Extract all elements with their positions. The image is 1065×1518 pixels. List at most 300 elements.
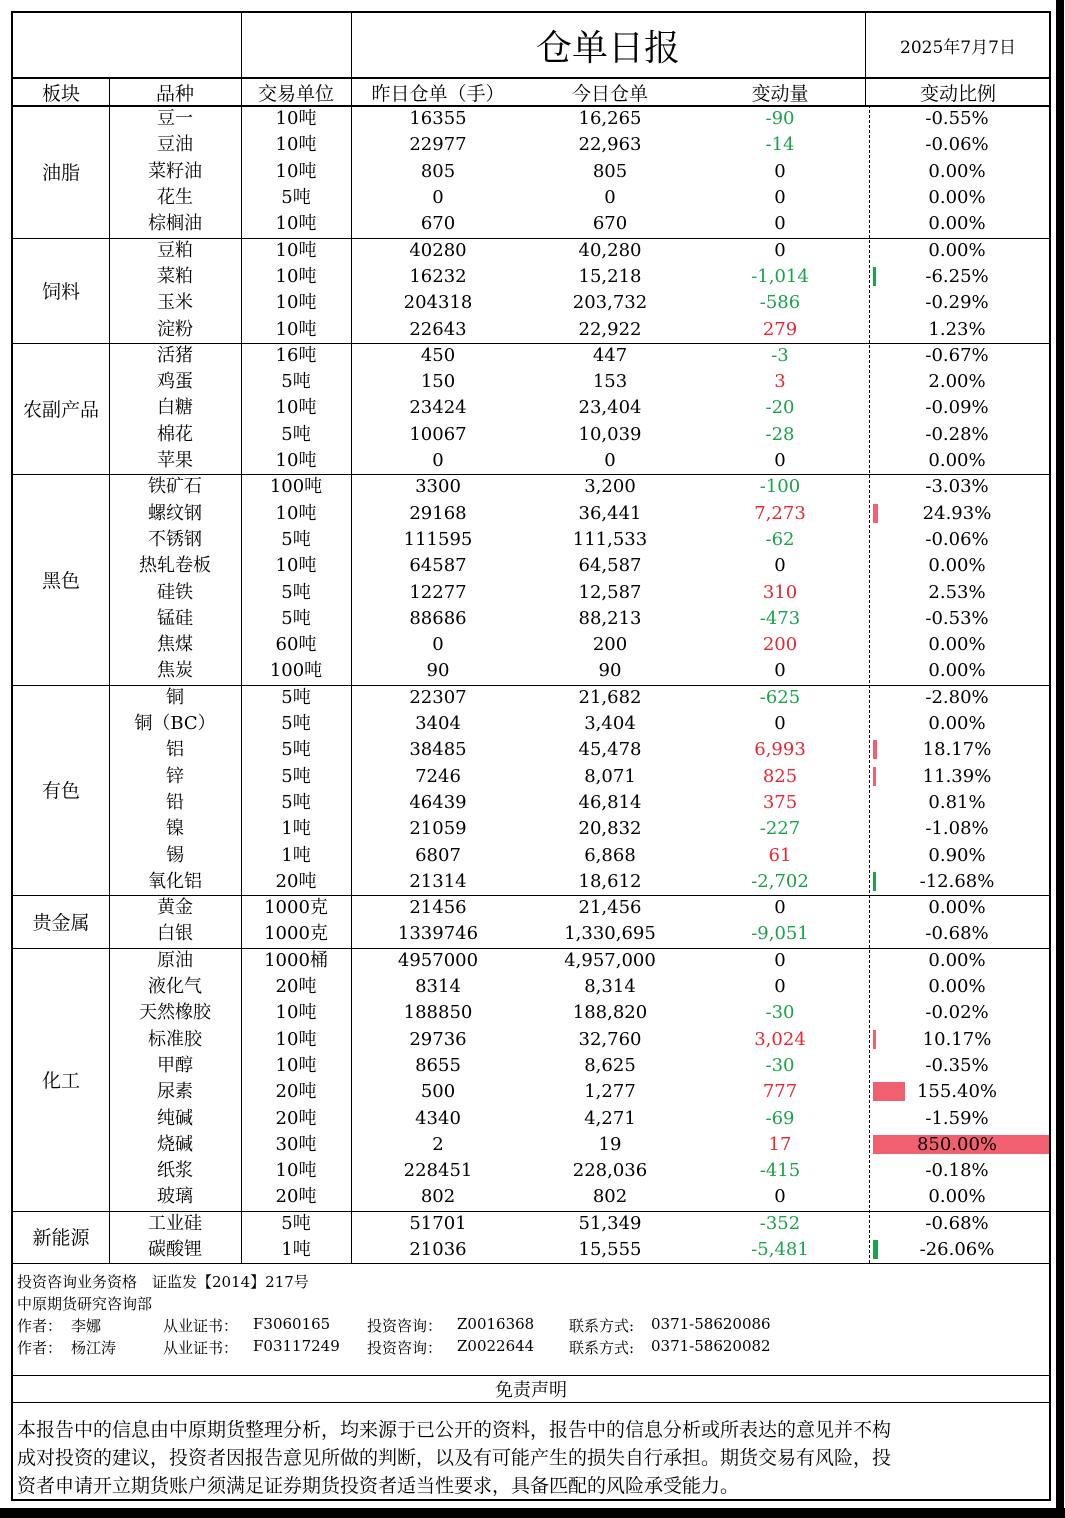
trade-unit: 20吨 [275,1081,317,1103]
change-amount: -352 [759,1212,801,1234]
change-amount: 310 [762,581,798,603]
disclaimer-line: 资者申请开立期货账户须满足证券期货投资者适当性要求，具备匹配的风险承受能力。 [17,1475,740,1497]
yesterday-receipts: 16355 [409,108,467,130]
today-receipts: 200 [592,634,628,656]
author-contact: 0371-58620086 [651,1315,771,1333]
trade-unit: 10吨 [275,1028,317,1050]
change-pct: 0.00% [928,660,986,682]
product-name: 焦煤 [157,634,193,656]
report-date: 2025年7月7日 [900,37,1016,58]
change-amount: -14 [765,134,795,156]
product-name: 锌 [166,765,184,787]
today-receipts: 21,682 [578,686,642,708]
product-name: 活猪 [157,344,193,366]
sector-label: 贵金属 [32,911,90,934]
sector-label: 有色 [41,780,80,803]
change-pct: 1.23% [928,318,986,340]
change-amount: 0 [774,660,786,682]
trade-unit: 10吨 [275,134,317,156]
col-header-unit: 交易单位 [257,82,334,105]
sector-label: 饲料 [41,280,80,303]
today-receipts: 228,036 [572,1160,648,1182]
change-amount: 0 [774,187,786,209]
yesterday-receipts: 88686 [409,607,467,629]
product-name: 棉花 [157,423,193,445]
change-pct: 0.00% [928,1186,986,1208]
yesterday-receipts: 22977 [409,134,467,156]
product-name: 鸡蛋 [157,371,193,393]
product-name: 白糖 [157,397,193,419]
author-consult: Z0022644 [457,1337,535,1355]
product-name: 螺纹钢 [148,502,202,524]
yesterday-receipts: 64587 [409,555,467,577]
product-name: 甲醇 [157,1054,193,1076]
product-name: 工业硅 [148,1212,202,1234]
product-name: 焦炭 [157,660,193,682]
change-amount: 3 [774,371,786,393]
yesterday-receipts: 51701 [409,1212,467,1234]
sector-label: 黑色 [41,569,80,592]
trade-unit: 10吨 [275,318,317,340]
change-amount: 279 [762,318,798,340]
change-amount: 0 [774,450,786,472]
trade-unit: 5吨 [281,791,311,813]
yesterday-receipts: 450 [420,344,456,366]
change-pct: -0.09% [925,397,989,419]
product-name: 纯碱 [157,1107,193,1129]
yesterday-receipts: 3404 [415,713,461,735]
change-pct: 2.53% [928,581,986,603]
product-name: 锡 [166,844,184,866]
change-pct: 0.00% [928,897,986,919]
change-pct: -0.67% [925,344,989,366]
yesterday-receipts: 4340 [415,1107,461,1129]
change-pct: 850.00% [916,1133,998,1155]
trade-unit: 20吨 [275,1186,317,1208]
change-amount: -586 [759,292,801,314]
yesterday-receipts: 204318 [403,292,473,314]
change-pct: 0.81% [928,791,986,813]
product-name: 花生 [157,187,193,209]
product-name: 烧碱 [157,1133,193,1155]
today-receipts: 1,330,695 [564,923,656,945]
change-amount: 0 [774,1186,786,1208]
change-pct: 18.17% [922,739,992,761]
col-header-change-pct: 变动比例 [919,82,996,105]
yesterday-receipts: 4957000 [397,949,479,971]
change-amount: 0 [774,160,786,182]
trade-unit: 5吨 [281,371,311,393]
change-amount: -1,014 [751,265,809,287]
trade-unit: 1000克 [264,897,328,919]
trade-unit: 10吨 [275,292,317,314]
change-amount: -2,702 [751,870,809,892]
change-pct: 0.00% [928,634,986,656]
today-receipts: 802 [592,1186,628,1208]
author-consult: Z0016368 [457,1315,535,1333]
today-receipts: 22,963 [578,134,642,156]
change-amount: 200 [762,634,798,656]
trade-unit: 20吨 [275,1107,317,1129]
trade-unit: 30吨 [275,1133,317,1155]
product-name: 锰硅 [157,607,193,629]
yesterday-receipts: 21314 [409,870,467,892]
today-receipts: 0 [604,450,616,472]
yesterday-receipts: 2 [432,1133,444,1155]
product-name: 碳酸锂 [148,1239,202,1261]
change-pct: 0.00% [928,976,986,998]
today-receipts: 32,760 [578,1028,642,1050]
change-amount: -100 [759,476,801,498]
author-contact-label: 联系方式: [569,1317,635,1335]
product-name: 硅铁 [157,581,193,603]
today-receipts: 90 [598,660,622,682]
page-border-bottom [0,1508,1065,1518]
today-receipts: 1,277 [584,1081,636,1103]
trade-unit: 20吨 [275,870,317,892]
product-name: 铝 [166,739,184,761]
trade-unit: 10吨 [275,397,317,419]
change-pct: 24.93% [922,502,992,524]
change-pct: -0.68% [925,923,989,945]
product-name: 不锈钢 [148,528,202,550]
today-receipts: 21,456 [578,897,642,919]
today-receipts: 46,814 [578,791,642,813]
today-receipts: 15,555 [578,1239,642,1261]
product-name: 黄金 [157,897,193,919]
change-pct: -12.68% [919,870,995,892]
product-name: 豆一 [157,108,193,130]
change-amount: 0 [774,239,786,261]
change-pct: -0.68% [925,1212,989,1234]
change-amount: -62 [765,528,795,550]
trade-unit: 1000桶 [264,949,328,971]
product-name: 液化气 [148,976,202,998]
yesterday-receipts: 22307 [409,686,467,708]
change-amount: 61 [768,844,792,866]
today-receipts: 0 [604,187,616,209]
product-name: 原油 [157,949,193,971]
change-pct: -26.06% [919,1239,995,1261]
change-amount: 0 [774,949,786,971]
author-cert-label: 从业证书： [163,1339,239,1357]
yesterday-receipts: 0 [432,634,444,656]
change-pct: 0.00% [928,450,986,472]
yesterday-receipts: 16232 [409,265,467,287]
yesterday-receipts: 150 [420,371,456,393]
change-amount: -30 [765,1054,795,1076]
product-name: 豆油 [157,134,193,156]
qualification-text: 投资咨询业务资格 证监发【2014】217号 [17,1273,309,1291]
change-pct: 0.00% [928,949,986,971]
trade-unit: 5吨 [281,607,311,629]
today-receipts: 805 [592,160,628,182]
trade-unit: 5吨 [281,739,311,761]
today-receipts: 8,314 [584,976,636,998]
product-name: 标准胶 [148,1028,202,1050]
today-receipts: 64,587 [578,555,642,577]
change-amount: -9,051 [751,923,809,945]
yesterday-receipts: 90 [426,660,450,682]
product-name: 菜粕 [157,265,193,287]
today-receipts: 19 [598,1133,622,1155]
today-receipts: 23,404 [578,397,642,419]
change-amount: -28 [765,423,795,445]
trade-unit: 1吨 [281,844,311,866]
today-receipts: 3,404 [584,713,636,735]
change-amount: 17 [768,1133,792,1155]
change-pct: -0.28% [925,423,989,445]
product-name: 铜（BC） [134,713,216,735]
disclaimer-line: 成对投资的建议，投资者因报告意见所做的判断，以及有可能产生的损失自行承担。期货交易有风险，投 [17,1447,892,1469]
change-amount: 0 [774,213,786,235]
change-pct: 0.00% [928,713,986,735]
author-contact: 0371-58620082 [651,1337,771,1355]
yesterday-receipts: 228451 [403,1160,473,1182]
product-name: 镍 [166,818,184,840]
change-pct: 2.00% [928,371,986,393]
today-receipts: 40,280 [578,239,642,261]
trade-unit: 10吨 [275,502,317,524]
today-receipts: 22,922 [578,318,642,340]
change-pct: 0.90% [928,844,986,866]
today-receipts: 153 [592,371,628,393]
yesterday-receipts: 12277 [409,581,467,603]
today-receipts: 18,612 [578,870,642,892]
product-name: 天然橡胶 [139,1002,211,1024]
change-amount: 6,993 [754,739,806,761]
today-receipts: 8,071 [584,765,636,787]
change-pct: -0.06% [925,528,989,550]
yesterday-receipts: 38485 [409,739,467,761]
col-header-sector: 板块 [41,82,80,105]
product-name: 淀粉 [157,318,193,340]
change-pct: -0.02% [925,1002,989,1024]
trade-unit: 5吨 [281,423,311,445]
product-name: 铁矿石 [148,476,202,498]
today-receipts: 3,200 [584,476,636,498]
change-pct: -0.55% [925,108,989,130]
product-name: 铅 [166,791,184,813]
today-receipts: 88,213 [578,607,642,629]
change-pct: -0.18% [925,1160,989,1182]
yesterday-receipts: 3300 [415,476,461,498]
product-name: 热轧卷板 [139,555,211,577]
product-name: 豆粕 [157,239,193,261]
yesterday-receipts: 21059 [409,818,467,840]
change-pct: 0.00% [928,555,986,577]
report-title: 仓单日报 [535,27,680,69]
today-receipts: 36,441 [578,502,642,524]
yesterday-receipts: 22643 [409,318,467,340]
change-amount: -69 [765,1107,795,1129]
author-name: 李娜 [71,1317,102,1335]
disclaimer-title: 免责声明 [495,1380,567,1401]
today-receipts: 16,265 [578,108,642,130]
department-text: 中原期货研究咨询部 [17,1295,153,1313]
trade-unit: 10吨 [275,1160,317,1182]
col-header-product: 品种 [155,82,194,105]
yesterday-receipts: 7246 [415,765,461,787]
product-name: 尿素 [157,1081,193,1103]
today-receipts: 45,478 [578,739,642,761]
change-pct: -0.35% [925,1054,989,1076]
yesterday-receipts: 23424 [409,397,467,419]
today-receipts: 670 [592,213,628,235]
trade-unit: 10吨 [275,239,317,261]
change-amount: 825 [762,765,798,787]
yesterday-receipts: 29736 [409,1028,467,1050]
product-name: 菜籽油 [148,160,202,182]
trade-unit: 1吨 [281,1239,311,1261]
trade-unit: 16吨 [275,344,317,366]
author-consult-label: 投资咨询： [367,1339,443,1357]
change-amount: -90 [765,108,795,130]
change-amount: 375 [762,791,798,813]
change-amount: 0 [774,555,786,577]
trade-unit: 60吨 [275,634,317,656]
change-pct: 0.00% [928,187,986,209]
yesterday-receipts: 10067 [409,423,467,445]
today-receipts: 4,957,000 [564,949,656,971]
change-pct: -6.25% [925,265,989,287]
yesterday-receipts: 802 [420,1186,456,1208]
author-label: 作者： [17,1317,63,1335]
yesterday-receipts: 8655 [415,1054,461,1076]
today-receipts: 51,349 [578,1212,642,1234]
change-pct: -0.06% [925,134,989,156]
yesterday-receipts: 40280 [409,239,467,261]
change-pct: -1.08% [925,818,989,840]
product-name: 氧化铝 [148,870,202,892]
product-name: 棕榈油 [148,213,202,235]
change-pct: 155.40% [916,1081,998,1103]
product-name: 铜 [166,686,184,708]
trade-unit: 5吨 [281,1212,311,1234]
trade-unit: 100吨 [269,660,323,682]
author-consult-label: 投资咨询： [367,1317,443,1335]
change-amount: -473 [759,607,801,629]
change-amount: -227 [759,818,801,840]
change-amount: -20 [765,397,795,419]
change-pct: 0.00% [928,239,986,261]
author-name: 杨江涛 [71,1339,117,1357]
trade-unit: 5吨 [281,765,311,787]
disclaimer-line: 本报告中的信息由中原期货整理分析，均来源于已公开的资料，报告中的信息分析或所表达的意见并不构 [17,1419,892,1441]
change-amount: 777 [762,1081,798,1103]
change-amount: -30 [765,1002,795,1024]
author-label: 作者： [17,1339,63,1357]
today-receipts: 20,832 [578,818,642,840]
today-receipts: 111,533 [572,528,648,550]
trade-unit: 1000克 [264,923,328,945]
change-pct: 11.39% [922,765,992,787]
change-pct: -1.59% [925,1107,989,1129]
change-amount: -625 [759,686,801,708]
sector-label: 化工 [41,1069,80,1092]
author-cert-label: 从业证书： [163,1317,239,1335]
trade-unit: 10吨 [275,265,317,287]
today-receipts: 10,039 [578,423,642,445]
trade-unit: 5吨 [281,581,311,603]
today-receipts: 4,271 [584,1107,636,1129]
col-header-today: 今日仓单 [571,82,648,105]
yesterday-receipts: 21456 [409,897,467,919]
trade-unit: 20吨 [275,976,317,998]
yesterday-receipts: 46439 [409,791,467,813]
yesterday-receipts: 0 [432,187,444,209]
today-receipts: 8,625 [584,1054,636,1076]
trade-unit: 5吨 [281,187,311,209]
sector-label: 新能源 [32,1227,90,1250]
change-pct: -2.80% [925,686,989,708]
trade-unit: 10吨 [275,1002,317,1024]
yesterday-receipts: 188850 [403,1002,473,1024]
trade-unit: 10吨 [275,108,317,130]
trade-unit: 5吨 [281,528,311,550]
col-header-yesterday: 昨日仓单（手） [371,82,505,105]
trade-unit: 5吨 [281,686,311,708]
product-name: 玻璃 [157,1186,193,1208]
yesterday-receipts: 21036 [409,1239,467,1261]
author-cert: F3060165 [253,1315,331,1333]
trade-unit: 1吨 [281,818,311,840]
yesterday-receipts: 111595 [403,528,473,550]
change-pct: 0.00% [928,160,986,182]
trade-unit: 5吨 [281,713,311,735]
yesterday-receipts: 6807 [415,844,461,866]
change-pct: -0.29% [925,292,989,314]
change-amount: 7,273 [754,502,806,524]
yesterday-receipts: 670 [420,213,456,235]
yesterday-receipts: 500 [420,1081,456,1103]
author-cert: F03117249 [253,1337,340,1355]
col-header-change: 变动量 [751,82,809,105]
yesterday-receipts: 8314 [415,976,461,998]
page-border-right [1056,0,1064,1518]
change-pct: -0.53% [925,607,989,629]
change-amount: 0 [774,713,786,735]
product-name: 苹果 [157,450,193,472]
yesterday-receipts: 805 [420,160,456,182]
change-amount: -5,481 [751,1239,809,1261]
today-receipts: 447 [592,344,628,366]
today-receipts: 15,218 [578,265,642,287]
today-receipts: 12,587 [578,581,642,603]
trade-unit: 10吨 [275,160,317,182]
trade-unit: 10吨 [275,1054,317,1076]
change-pct: -3.03% [925,476,989,498]
change-pct: 10.17% [922,1028,992,1050]
yesterday-receipts: 29168 [409,502,467,524]
change-amount: -415 [759,1160,801,1182]
trade-unit: 10吨 [275,213,317,235]
author-contact-label: 联系方式: [569,1339,635,1357]
report-sheet [11,11,1051,1501]
sector-label: 农副产品 [22,398,99,421]
today-receipts: 6,868 [584,844,636,866]
change-amount: 0 [774,897,786,919]
change-amount: 3,024 [754,1028,806,1050]
sector-label: 油脂 [41,162,80,185]
trade-unit: 100吨 [269,476,323,498]
change-pct: 0.00% [928,213,986,235]
change-amount: -3 [771,344,789,366]
change-amount: 0 [774,976,786,998]
today-receipts: 188,820 [572,1002,648,1024]
product-name: 白银 [157,923,193,945]
today-receipts: 203,732 [572,292,648,314]
